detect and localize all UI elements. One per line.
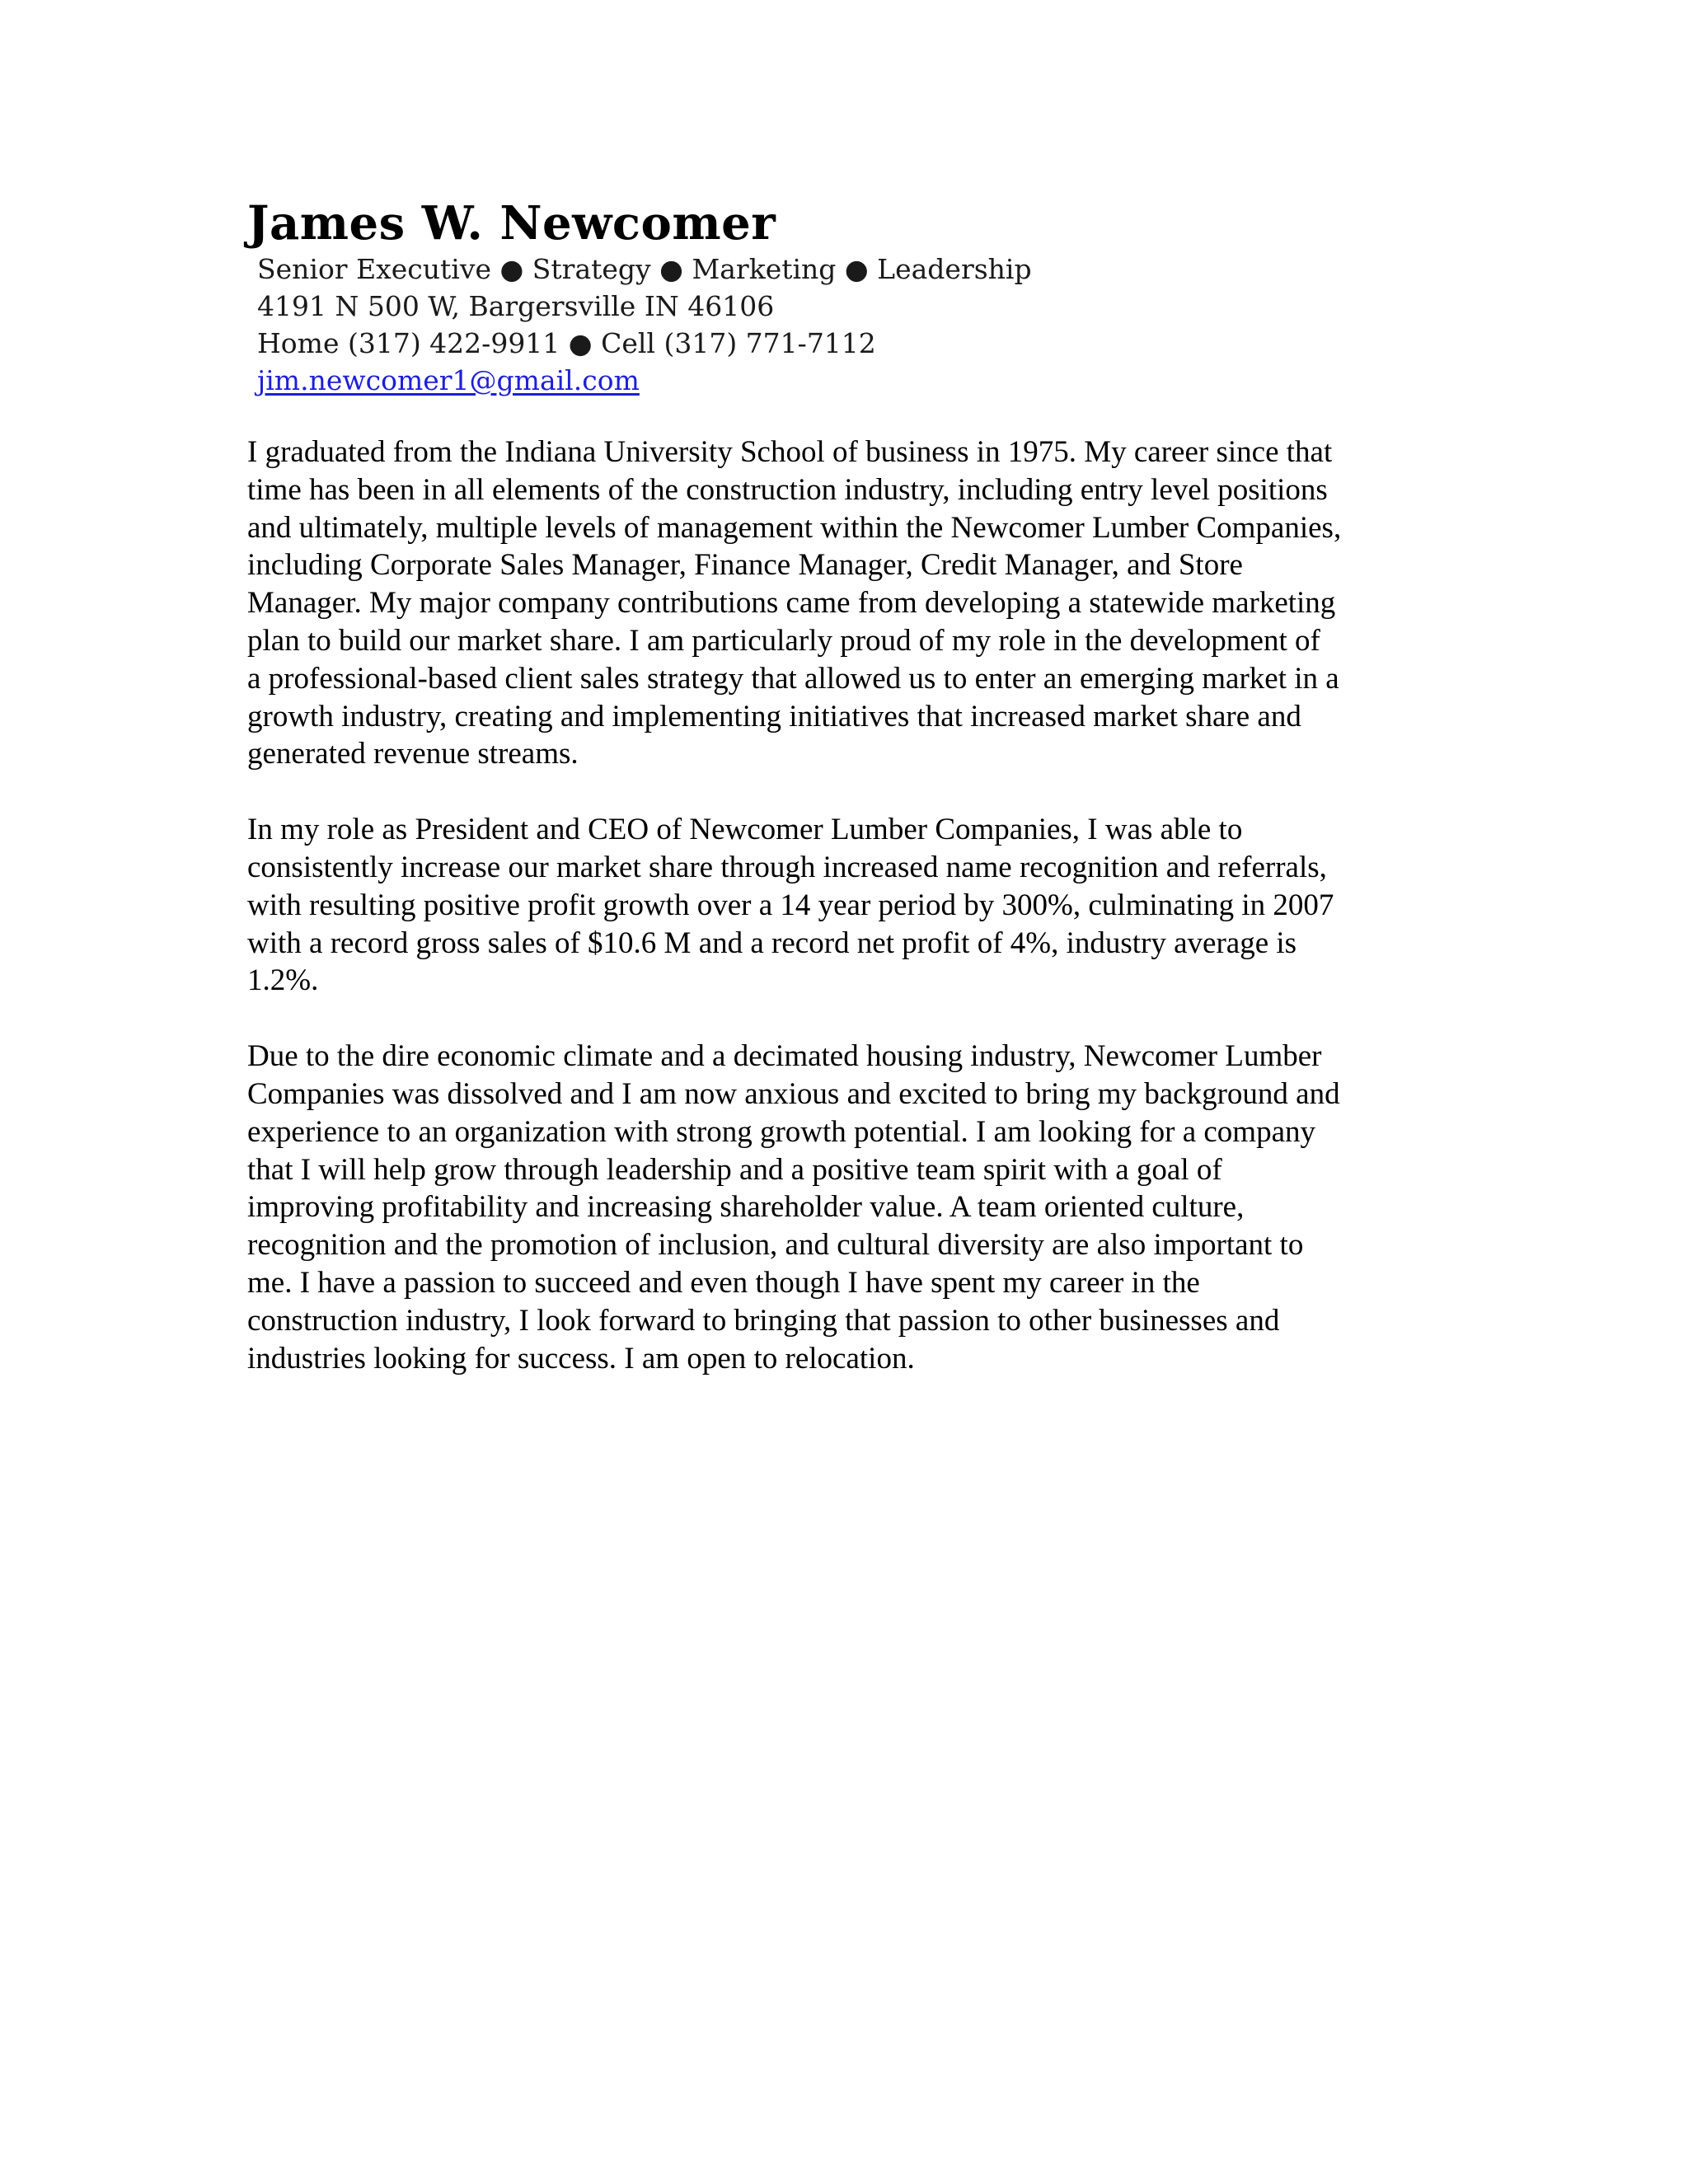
letter-body	[247, 434, 1451, 1377]
paragraph-education	[247, 434, 1451, 773]
phone-numbers: Home (317) 422-9911 ● Cell (317) 771-7112	[257, 327, 876, 359]
email-link[interactable]: jim.newcomer1@gmail.com	[257, 364, 640, 396]
paragraph-line: 1.2%.	[247, 963, 319, 998]
paragraph-line: me. I have a passion to succeed and even though I have spent my career in the	[247, 1265, 1200, 1300]
paragraph-line: generated revenue streams.	[247, 737, 579, 771]
paragraph-line: recognition and the promotion of inclusion, and cultural diversity are also important to	[247, 1228, 1304, 1263]
paragraph-line: experience to an organization with strong growth potential. I am looking for a company	[247, 1114, 1316, 1149]
paragraph-ceo-role	[247, 811, 1451, 1000]
contact-block	[257, 251, 1451, 399]
paragraph-line: consistently increase our market share through increased name recognition and referrals,	[247, 850, 1327, 884]
paragraph-line: Manager. My major company contributions came from developing a statewide marketing	[247, 586, 1336, 621]
paragraph-line: Companies was dissolved and I am now anxious and excited to bring my background and	[247, 1076, 1340, 1111]
paragraph-line: improving profitability and increasing shareholder value. A team oriented culture,	[247, 1190, 1245, 1225]
paragraph-line: Due to the dire economic climate and a decimated housing industry, Newcomer Lumber	[247, 1039, 1322, 1074]
paragraph-line: including Corporate Sales Manager, Finance Manager, Credit Manager, and Store	[247, 548, 1243, 583]
paragraph-line: a professional-based client sales strategy that allowed us to enter an emerging market in a	[247, 661, 1339, 696]
paragraph-line: In my role as President and CEO of Newcomer Lumber Companies, I was able to	[247, 813, 1243, 847]
paragraph-line: I graduated from the Indiana University School of business in 1975. My career since that	[247, 435, 1333, 469]
paragraph-line: with a record gross sales of $10.6 M and a record net profit of 4%, industry average is	[247, 926, 1297, 960]
address: 4191 N 500 W, Bargersville IN 46106	[257, 290, 775, 322]
paragraph-line: and ultimately, multiple levels of management within the Newcomer Lumber Companies,	[247, 510, 1342, 545]
email-line	[257, 362, 1451, 399]
applicant-name: James W. Newcomer	[247, 196, 776, 251]
paragraph-line: plan to build our market share. I am particularly proud of my role in the development of	[247, 623, 1320, 658]
paragraph-line: industries looking for success. I am open to relocation.	[247, 1341, 915, 1376]
paragraph-line: that I will help grow through leadership and a positive team spirit with a goal of	[247, 1152, 1222, 1187]
paragraph-goals	[247, 1038, 1451, 1377]
paragraph-line: with resulting positive profit growth over a 14 year period by 300%, culminating in 2007	[247, 888, 1334, 922]
paragraph-line: time has been in all elements of the construction industry, including entry level positions	[247, 472, 1328, 507]
paragraph-line: growth industry, creating and implementing initiatives that increased market share and	[247, 699, 1301, 733]
tagline: Senior Executive ● Strategy ● Marketing ● Leadership	[257, 253, 1032, 285]
document-page	[247, 196, 1451, 1415]
paragraph-line: construction industry, I look forward to bringing that passion to other businesses and	[247, 1303, 1280, 1338]
